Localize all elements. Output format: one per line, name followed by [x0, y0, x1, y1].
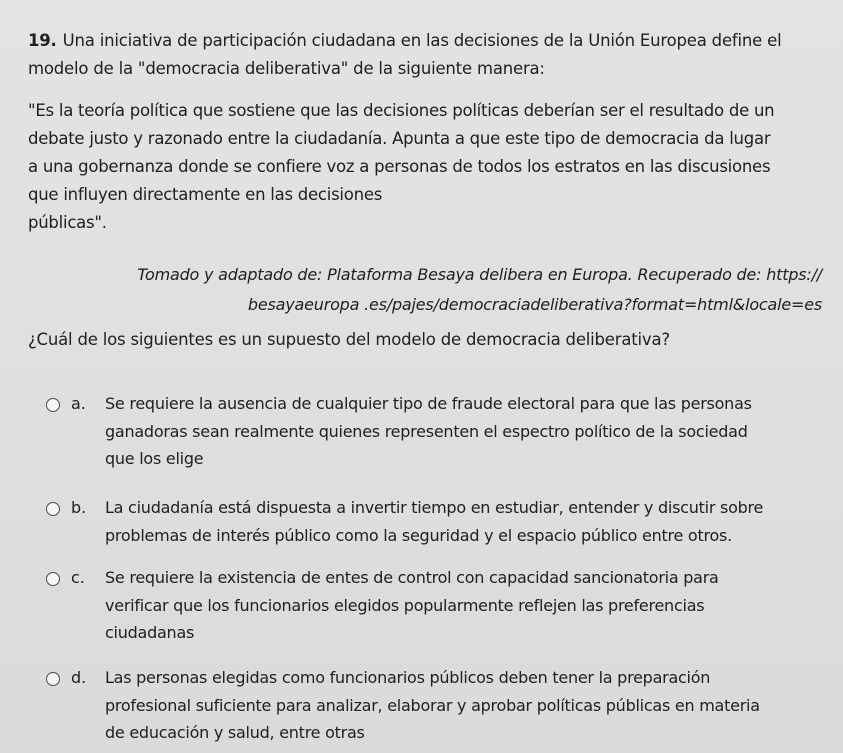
quote-line: "Es la teoría política que sostiene que las decisiones políticas deberían ser el resultado de un [28, 101, 775, 120]
option-d[interactable] [46, 664, 836, 748]
radio-button-c[interactable] [46, 572, 60, 586]
quote-line: a una gobernanza donde se confiere voz a personas de todos los estratos en las discusiones [28, 157, 771, 176]
option-line: Las personas elegidas como funcionarios públicos deben tener la preparación [105, 668, 711, 687]
source-line: Tomado y adaptado de: Plataforma Besaya delibera en Europa. Recuperado de: https:// [137, 265, 822, 284]
quote-line: públicas". [28, 213, 107, 232]
option-line: Se requiere la existencia de entes de control con capacidad sancionatoria para [105, 568, 719, 587]
option-line: Se requiere la ausencia de cualquier tipo de fraude electoral para que las personas [105, 394, 752, 413]
quote-line: que influyen directamente en las decisiones [28, 185, 383, 204]
option-letter: c. [71, 568, 85, 587]
radio-button-a[interactable] [46, 398, 60, 412]
option-text [105, 494, 835, 549]
source-citation [0, 260, 822, 320]
option-letter: d. [71, 668, 87, 687]
option-line: de educación y salud, entre otras [105, 723, 365, 742]
question-prompt: ¿Cuál de los siguientes es un supuesto del modelo de democracia deliberativa? [28, 330, 670, 349]
question-header [28, 27, 828, 83]
question-intro-text-1: Una iniciativa de participación ciudadana en las decisiones de la Unión Europea define el [62, 31, 782, 50]
option-text [105, 664, 835, 747]
option-line: que los elige [105, 449, 204, 468]
question-intro-line-1 [28, 27, 828, 55]
option-letter: a. [71, 394, 86, 413]
option-line: La ciudadanía está dispuesta a invertir tiempo en estudiar, entender y discutir sobre [105, 498, 764, 517]
option-line: verificar que los funcionarios elegidos popularmente reflejen las preferencias [105, 595, 705, 615]
source-line: besayaeuropa .es/pajes/democraciadeliberativa?format=html&locale=es [247, 295, 822, 314]
option-a[interactable] [46, 390, 836, 474]
radio-button-d[interactable] [46, 672, 60, 686]
option-line: ganadoras sean realmente quienes representen el espectro político de la sociedad [105, 421, 748, 441]
option-line: profesional suficiente para analizar, elaborar y aprobar políticas públicas en materia [105, 695, 760, 715]
option-line: ciudadanas [105, 623, 195, 642]
quote-line: debate justo y razonado entre la ciudadanía. Apunta a que este tipo de democracia da lugar [28, 129, 771, 148]
option-letter: b. [71, 498, 87, 517]
option-line: problemas de interés público como la seguridad y el espacio público entre otros. [105, 525, 732, 545]
question-number: 19. [28, 31, 57, 50]
radio-button-b[interactable] [46, 502, 60, 516]
option-c[interactable] [46, 564, 836, 648]
option-text [105, 564, 835, 647]
question-intro-line-2: modelo de la "democracia deliberativa" de la siguiente manera: [28, 59, 545, 78]
option-text [105, 390, 835, 473]
option-b[interactable] [46, 494, 836, 550]
definition-quote [28, 97, 828, 237]
